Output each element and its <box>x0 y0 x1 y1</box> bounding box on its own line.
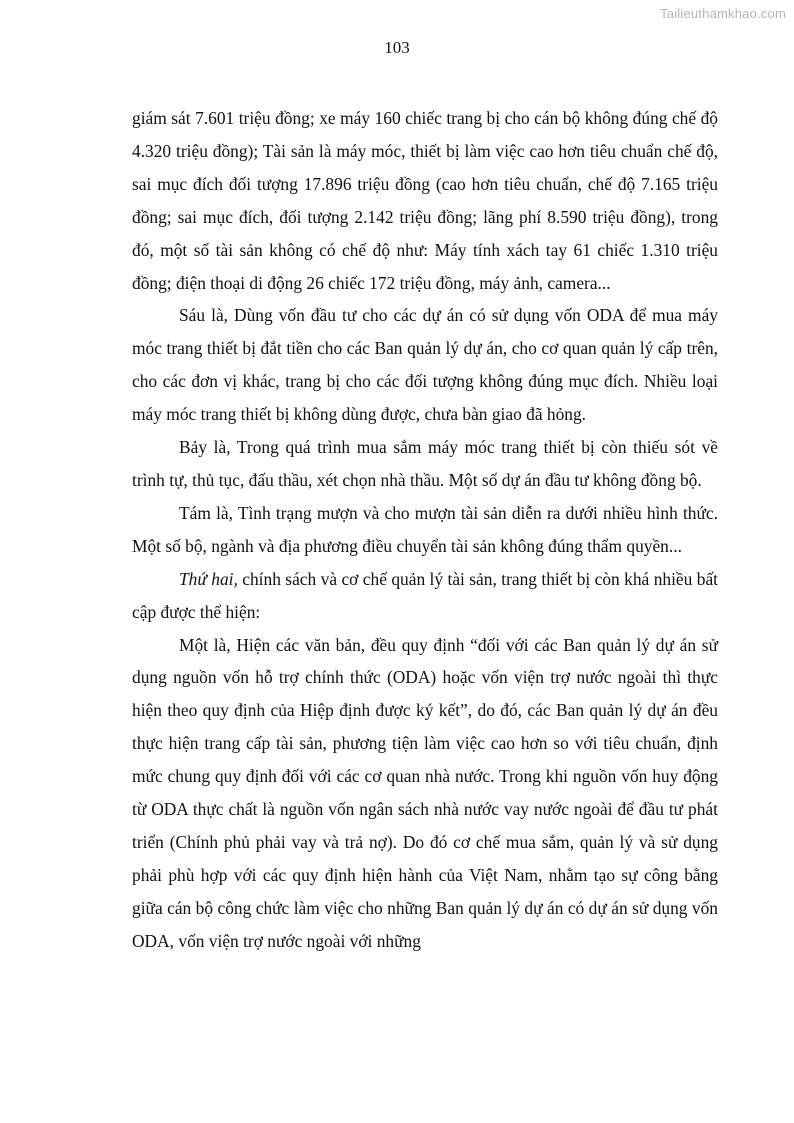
page-number: 103 <box>384 38 410 57</box>
paragraph-continuation: giám sát 7.601 triệu đồng; xe máy 160 chiếc trang bị cho cán bộ không đúng chế độ 4.320 triệu đồng); Tài sản là máy móc, thiết bị làm việc cao hơn tiêu chuẩn chế độ, sai mục đích đối tượng 17.896 triệu đồng (cao hơn tiêu chuẩn, chế độ 7.165 triệu đồng; sai mục đích, đối tượng 2.142 triệu đồng; lãng phí 8.590 triệu đồng), trong đó, một số tài sản không có chế độ như: Máy tính xách tay 61 chiếc 1.310 triệu đồng; điện thoại di động 26 chiếc 172 triệu đồng, máy ảnh, camera... <box>132 108 718 293</box>
watermark-text: Tailieuthamkhao.com <box>660 6 786 21</box>
paragraph-mot-la: Một là, Hiện các văn bản, đều quy định “đối với các Ban quản lý dự án sử dụng nguồn vốn hỗ trợ chính thức (ODA) hoặc vốn viện trợ nước ngoài thì thực hiện theo quy định của Hiệp định được ký kết”, do đó, các Ban quản lý dự án đều thực hiện trang cấp tài sản, phương tiện làm việc cao hơn so với tiêu chuẩn, định mức chung quy định đối với các cơ quan nhà nước. Trong khi nguồn vốn huy động từ ODA thực chất là nguồn vốn ngân sách nhà nước vay nước ngoài để đầu tư phát triển (Chính phủ phải vay và trả nợ). Do đó cơ chế mua sắm, quản lý và sử dụng phải phù hợp với các quy định hiện hành của Việt Nam, nhằm tạo sự công bằng giữa cán bộ công chức làm việc cho những Ban quản lý dự án có dự án sử dụng vốn ODA, vốn viện trợ nước ngoài với những <box>132 634 718 951</box>
paragraph-sau-la: Sáu là, Dùng vốn đầu tư cho các dự án có sử dụng vốn ODA để mua máy móc trang thiết bị đắt tiền cho các Ban quản lý dự án, cho cơ quan quản lý cấp trên, cho các đơn vị khác, trang bị cho các đối tượng không đúng mục đích. Nhiều loại máy móc trang thiết bị không dùng được, chưa bàn giao đã hỏng. <box>132 305 718 425</box>
paragraph-tam-la: Tám là, Tình trạng mượn và cho mượn tài sản diễn ra dưới nhiều hình thức. Một số bộ, ngành và địa phương điều chuyển tài sản không đúng thẩm quyền... <box>132 502 718 556</box>
thu-hai-text: chính sách và cơ chế quản lý tài sản, trang thiết bị còn khá nhiều bất cập được thể hiện: <box>132 568 718 622</box>
paragraph-bay-la: Bảy là, Trong quá trình mua sắm máy móc trang thiết bị còn thiếu sót về trình tự, thủ tục, đấu thầu, xét chọn nhà thầu. Một số dự án đầu tư không đồng bộ. <box>132 437 718 490</box>
thu-hai-lead: Thứ hai, <box>179 568 238 589</box>
paragraph-thu-hai <box>132 563 718 629</box>
document-body <box>132 102 718 958</box>
